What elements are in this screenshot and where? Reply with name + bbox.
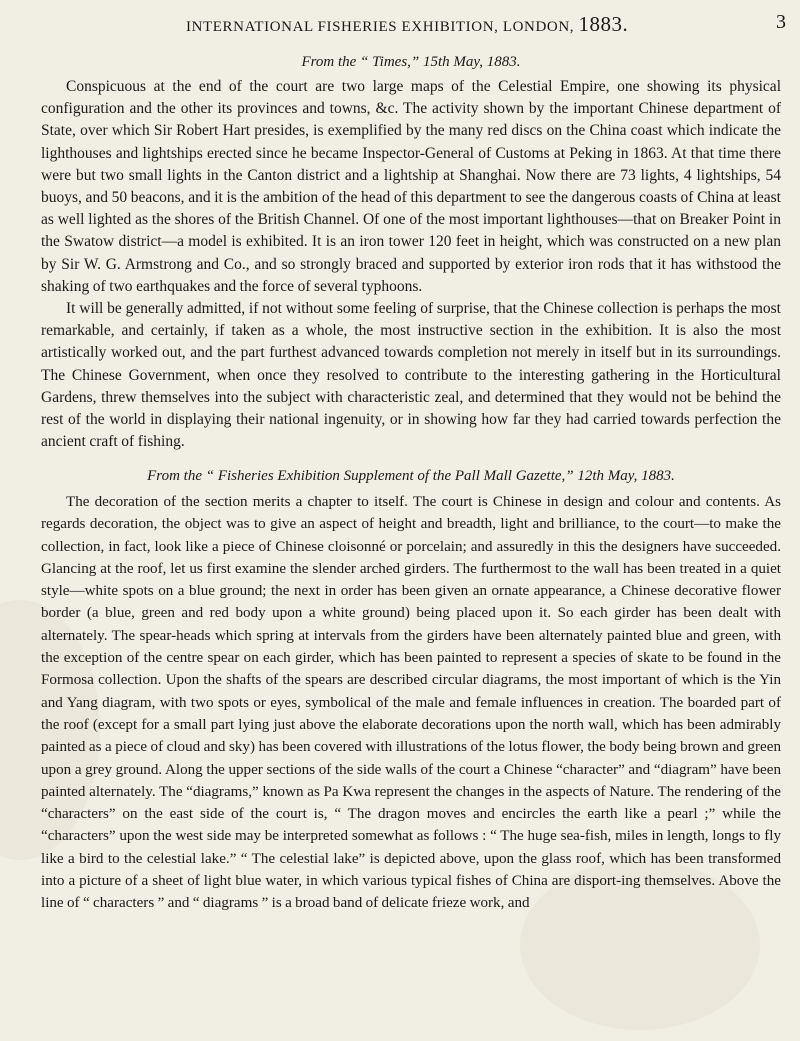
running-title: [186, 12, 628, 37]
article-times: [41, 54, 781, 453]
header-year: 1883.: [578, 12, 629, 36]
header-title: INTERNATIONAL FISHERIES EXHIBITION, LONDON,: [186, 19, 575, 35]
article-paragraph: It will be generally admitted, if not without some feeling of surprise, that the Chinese collection is perhaps the most remarkable, and certainly, if taken as a whole, the most instructive section in the exhibition. It is also the most artistically worked out, and the part furthest advanced towards completion not merely in itself but in its surroundings. The Chinese Government, when once they resolved to contribute to the interesting gathering in the Horticultural Gardens, threw themselves into the subject with characteristic zeal, and determined that they would not be behind the rest of the world in displaying their national ingenuity, or in showing how far they had carried towards perfection the ancient craft of fishing.: [41, 300, 781, 451]
running-head: [0, 8, 800, 34]
article-source: From the “ Fisheries Exhibition Supplement of the Pall Mall Gazette,” 12th May, 1883.: [147, 468, 675, 484]
article-paragraph: Conspicuous at the end of the court are two large maps of the Celestial Empire, one showing its physical configuration and the other its provinces and towns, &c. The activity shown by the important Chinese department of State, over which Sir Robert Hart presides, is exemplified by the many red discs on the China coast which indicate the lighthouses and lightships erected since he became Inspector-General of Customs at Peking in 1863. At that time there were but two small lights in the Canton district and a lightship at Shanghai. Now there are 73 lights, 4 lightships, 54 buoys, and 50 beacons, and it is the ambition of the head of this department to see the dangerous coasts of China at least as well lighted as the shores of the British Channel. Of one of the most important lighthouses—that on Breaker Point in the Swatow district—a model is exhibited. It is an iron tower 120 feet in height, which was constructed on a new plan by Sir W. G. Armstrong and Co., and so strongly braced and supported by exterior iron rods that it has withstood the shaking of two earthquakes and the force of several typhoons.: [41, 78, 781, 295]
article-pall-mall-gazette: [41, 468, 781, 915]
section-divider: [0, 455, 800, 456]
page-number: 3: [776, 11, 786, 33]
article-paragraph: The decoration of the section merits a chapter to itself. The court is Chinese in design and colour and contents. As regards decoration, the object was to give an aspect of height and breadth, light and brilliance, to the court—to make the collection, in fact, look like a piece of Chinese cloisonné or porcelain; and assuredly in this the designers have succeeded. Glancing at the roof, let us first examine the slender arched girders. The furthermost to the wall has been treated in a quiet style—white spots on a blue ground; the next in order has been given an ornate appearance, a Chinese decorative flower border (a blue, green and red body upon a white ground) being placed upon it. So each girder has been dealt with alternately. The spear-heads which spring at intervals from the girders have been alternately painted blue and green, with the exception of the centre spear on each girder, which has been painted to represent a species of skate to be found in the Formosa collection. Upon the shafts of the spears are described circular diagrams, the most important of which is the Yin and Yang diagram, with two spots or eyes, symbolical of the male and female influences in creation. The boarded part of the roof (except for a small part lying just above the elaborate decorations upon the north wall, which has been admirably painted as a piece of cloud and sky) has been covered with illustrations of the lotus flower, the body being brown and green upon a grey ground. Along the upper sections of the side walls of the court a Chinese “character” and “diagram” have been painted alternately. The “diagrams,” known as Pa Kwa represent the changes in the aspects of Nature. The rendering of the “characters” on the east side of the court is, “ The dragon moves and encircles the earth like a pearl ;” while the “characters” upon the west side may be interpreted somewhat as follows : “ The huge sea-fish, miles in length, longs to fly like a bird to the celestial lake.” “ The celestial lake” is depicted above, upon the glass roof, which has been transformed into a picture of a sheet of light blue water, in which various typical fishes of China are disport-ing themselves. Above the line of “ characters ” and “ diagrams ” is a broad band of delicate frieze work, and: [41, 494, 781, 912]
article-source: From the “ Times,” 15th May, 1883.: [301, 54, 521, 70]
